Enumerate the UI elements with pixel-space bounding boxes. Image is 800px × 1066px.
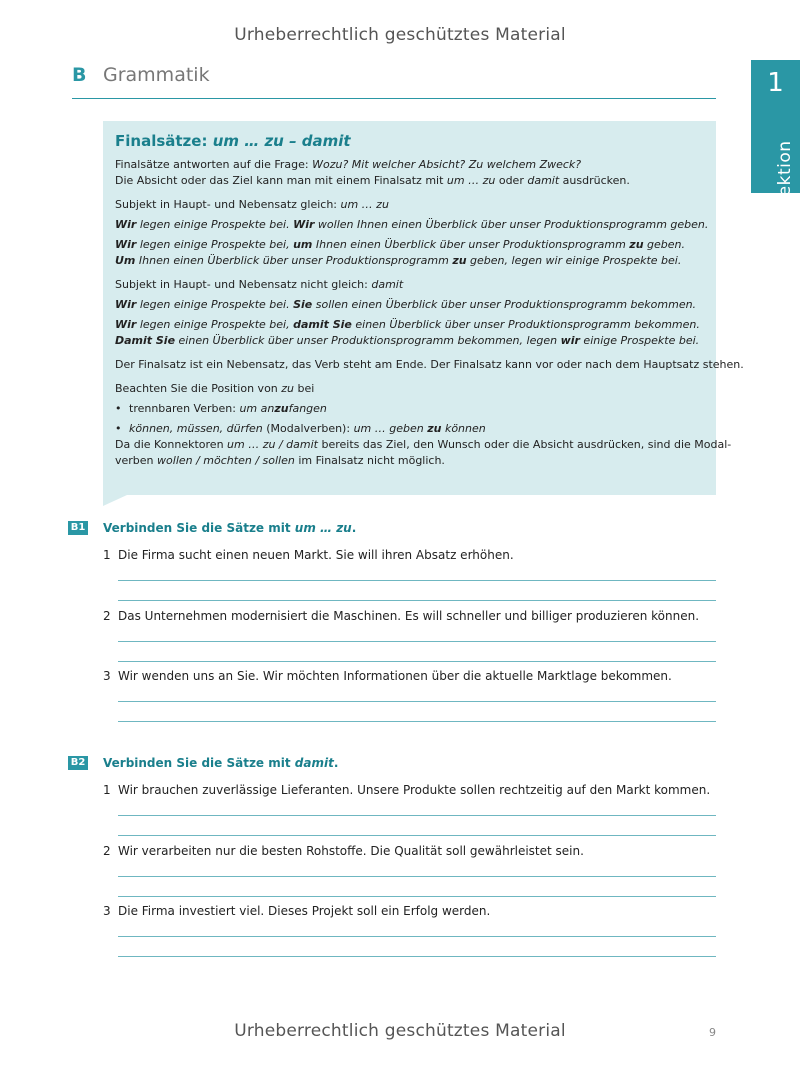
grammar-box-tail bbox=[103, 495, 127, 506]
answer-line[interactable] bbox=[118, 600, 716, 601]
same-subject-example-1: Wir legen einige Prospekte bei. Wir wollen Ihnen einen Überblick über unser Produktionsprogramm geben. bbox=[115, 218, 709, 231]
watermark-top: Urheberrechtlich geschütztes Material bbox=[234, 25, 566, 45]
konnektor-note-1: Da die Konnektoren um … zu / damit bereits das Ziel, den Wunsch oder die Absicht ausdrücken, sind die Modal- bbox=[115, 438, 732, 451]
answer-line[interactable] bbox=[118, 815, 716, 816]
grammar-title: Finalsätze: um … zu – damit bbox=[115, 132, 351, 150]
answer-line[interactable] bbox=[118, 896, 716, 897]
answer-line[interactable] bbox=[118, 721, 716, 722]
item-number: 2 bbox=[103, 844, 111, 858]
grammar-intro-purpose: Die Absicht oder das Ziel kann man mit einem Finalsatz mit um … zu oder damit ausdrücken. bbox=[115, 174, 630, 187]
bullet-modalverben: • können, müssen, dürfen (Modalverben): um … geben zu können bbox=[115, 421, 704, 437]
item-text: Die Firma investiert viel. Dieses Projekt soll ein Erfolg werden. bbox=[118, 904, 491, 918]
exercise-badge: B1 bbox=[68, 521, 88, 535]
section-header bbox=[72, 64, 716, 99]
answer-line[interactable] bbox=[118, 835, 716, 836]
lektion-number: 1 bbox=[767, 68, 784, 98]
exercise-b2-header bbox=[68, 754, 718, 772]
diff-subject-example-3: Damit Sie einen Überblick über unser Produktionsprogramm bekommen, legen wir einige Prospekte bei. bbox=[115, 334, 700, 347]
section-title: Grammatik bbox=[103, 64, 210, 86]
page-number: 9 bbox=[709, 1026, 716, 1039]
item-text: Wir verarbeiten nur die besten Rohstoffe. Die Qualität soll gewährleistet sein. bbox=[118, 844, 584, 858]
grammar-intro-question: Finalsätze antworten auf die Frage: Wozu? Mit welcher Absicht? Zu welchem Zweck? bbox=[115, 158, 582, 171]
konnektor-note-2: verben wollen / möchten / sollen im Finalsatz nicht möglich. bbox=[115, 454, 445, 467]
item-number: 3 bbox=[103, 669, 111, 683]
watermark-bottom: Urheberrechtlich geschütztes Material bbox=[234, 1021, 566, 1041]
zu-position-note: Beachten Sie die Position von zu bei bbox=[115, 382, 315, 395]
item-text: Wir brauchen zuverlässige Lieferanten. Unsere Produkte sollen rechtzeitig auf den Markt kommen. bbox=[118, 783, 711, 797]
exercise-b1-header bbox=[68, 519, 718, 537]
same-subject-example-2: Wir legen einige Prospekte bei, um Ihnen einen Überblick über unser Produktionsprogramm zu geben. bbox=[115, 238, 685, 251]
item-number: 1 bbox=[103, 783, 111, 797]
answer-line[interactable] bbox=[118, 580, 716, 581]
exercise-instruction: Verbinden Sie die Sätze mit damit. bbox=[103, 756, 339, 770]
same-subject-heading: Subjekt in Haupt- und Nebensatz gleich: um … zu bbox=[115, 198, 389, 211]
same-subject-example-3: Um Ihnen einen Überblick über unser Produktionsprogramm zu geben, legen wir einige Prospekte bei. bbox=[115, 254, 682, 267]
item-number: 2 bbox=[103, 609, 111, 623]
diff-subject-heading: Subjekt in Haupt- und Nebensatz nicht gleich: damit bbox=[115, 278, 404, 291]
item-text: Die Firma sucht einen neuen Markt. Sie will ihren Absatz erhöhen. bbox=[118, 548, 514, 562]
lektion-tab bbox=[751, 60, 800, 206]
answer-line[interactable] bbox=[118, 936, 716, 937]
bullet-trennbare-verben: • trennbaren Verben: um anzufangen bbox=[115, 401, 704, 417]
item-text: Wir wenden uns an Sie. Wir möchten Informationen über die aktuelle Marktlage bekommen. bbox=[118, 669, 672, 683]
section-letter: B bbox=[72, 64, 87, 86]
exercise-instruction: Verbinden Sie die Sätze mit um … zu. bbox=[103, 521, 357, 535]
answer-line[interactable] bbox=[118, 701, 716, 702]
exercise-badge: B2 bbox=[68, 756, 88, 770]
answer-line[interactable] bbox=[118, 641, 716, 642]
answer-line[interactable] bbox=[118, 876, 716, 877]
answer-line[interactable] bbox=[118, 956, 716, 957]
grammar-box bbox=[103, 121, 744, 495]
diff-subject-example-1: Wir legen einige Prospekte bei. Sie sollen einen Überblick über unser Produktionsprogramm bekommen. bbox=[115, 298, 697, 311]
item-text: Das Unternehmen modernisiert die Maschinen. Es will schneller und billiger produzieren können. bbox=[118, 609, 700, 623]
item-number: 1 bbox=[103, 548, 111, 562]
item-number: 3 bbox=[103, 904, 111, 918]
answer-line[interactable] bbox=[118, 661, 716, 662]
lektion-label: Lektion bbox=[775, 140, 795, 206]
nebensatz-note: Der Finalsatz ist ein Nebensatz, das Verb steht am Ende. Der Finalsatz kann vor oder nach dem Hauptsatz stehen. bbox=[115, 358, 744, 371]
diff-subject-example-2: Wir legen einige Prospekte bei, damit Sie einen Überblick über unser Produktionsprogramm bekommen. bbox=[115, 318, 700, 331]
